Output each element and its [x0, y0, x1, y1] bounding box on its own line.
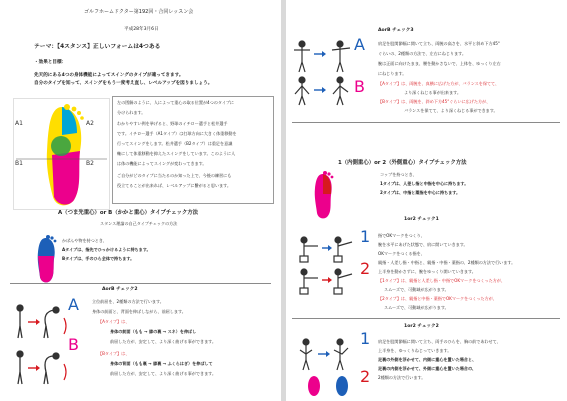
number-2-bottom: 2: [360, 367, 371, 386]
theme-title: テーマ：【4スタンス】正しいフォームは4つある: [34, 44, 161, 50]
box-line: 左の図解のように、人によって重心の取る位置が4つのタイプに: [117, 100, 235, 105]
section-12-text-1: 1タイプは、人差し指と中指を中心に持ちます。: [380, 181, 469, 186]
check2-text-4: 前屈した方が、安定して、より深く曲げる事ができます。: [110, 339, 217, 344]
check3-title: AorB チェック3: [378, 28, 414, 33]
check3-text-0: 肩足を股関節幅に開いて立ち、両腕の高さを、水平と斜め下方45°: [378, 41, 500, 46]
check2-right-text-1: 上半身を、ゆっくりねじっていきます。: [378, 348, 452, 353]
check1-text-1: 腕を水平にあげた状態で、肩に開いていきます。: [378, 242, 468, 247]
ab-foot-icon: [33, 232, 59, 284]
check1-text-2: OKマークをつくる指を、: [378, 251, 425, 256]
box-line: は体の機能によってスイングが変わってきます。: [117, 161, 207, 166]
number-1-bottom: 1: [360, 329, 371, 348]
section-12-text-2: 2タイプは、中指と薬指を中心に持ちます。: [380, 190, 461, 195]
check2-text-6: 身体の背面（もも裏 → 膝裏 → ふくらはぎ）を伸ばして: [110, 361, 213, 366]
intro-line-1: 先天的にある4つの身体機能によってスイングのタイプが違ってきます。: [34, 73, 184, 78]
check1-text-7: 【2タイプ】は、親指と中指・薬指でOKマークをつくった方が、: [378, 296, 497, 301]
check1-text-4: 上半身を動かさずに、腕をゆっくり開いていきます。: [378, 269, 476, 274]
check1-title: 1or2 チェック1: [404, 217, 439, 222]
section-divider: [292, 122, 560, 123]
letter-b-left: B: [68, 335, 79, 354]
check3-text-4: 【Aタイプ】は、両腕を、真横に広げた方が、バランスを保てて、: [378, 81, 500, 86]
check2-right-title: 1or2 チェック2: [404, 324, 439, 329]
check3-text-6: 【Bタイプ】は、両腕を、斜め下方45°ぐらいに広げた方が、: [378, 99, 491, 104]
twist-figures: [292, 36, 382, 106]
check2-text-7: 前屈した方が、安定して、より深く曲げる事ができます。: [110, 371, 217, 376]
check1-text-8: スムーズで、可動域が広がります。: [384, 305, 449, 310]
box-line: ご自分がどのタイプに当たるのか知った上で、今後の練習にも: [117, 173, 232, 178]
letter-a-right: A: [354, 35, 365, 54]
box-line: わかりやすい例を挙げると、野球のイチロー選手と松井選手: [117, 121, 228, 126]
check1-text-5: 【1タイプ】は、親指と人差し指・中指でOKマークをつくった方が、: [378, 278, 505, 283]
box-line: 軸にして体重移動を抑えたスイングをしています。このように人: [117, 151, 236, 156]
check2-right-text-3: 足裏の内側を浮かせて、外側に重心を置いた場合の、: [378, 366, 477, 371]
check3-text-5: より深くねじる事が出来ます。: [404, 90, 461, 95]
left-page: [0, 0, 281, 401]
box-line: 役立てることが出来れば、レベルアップに繋がると思います。: [117, 183, 232, 188]
effect-title: ・効果と目標：: [34, 60, 67, 65]
section-12-text-0: コップを持つとき、: [380, 172, 417, 177]
check2-text-5: 【Bタイプ】は、: [98, 351, 130, 356]
box-line: です。イチロー選手（A1タイプ）は打球方向に大きく体重移動を: [117, 131, 237, 136]
section-ab-subtitle: スタンス理論の自己タイプチェックの方法: [100, 221, 178, 226]
right-page: [286, 0, 567, 401]
box-line: 行ってスイングをします。松井選手（B2タイプ）は重足を意識: [117, 141, 233, 146]
section-divider: [10, 283, 271, 284]
check2-text-1: 身体の前面と、背面を伸ばしながら、前屈します。: [92, 309, 186, 314]
foot-label-b2: B2: [86, 160, 94, 167]
check2-right-text-2: 足裏の外側を浮かせて、内側に重心を置いた場合と、: [378, 357, 477, 362]
check2-text-0: 立位前屈を、2種類の方法で行います。: [92, 299, 164, 304]
ab-instruction-2: Aタイプは、指先でひっかけるように持ちます。: [62, 247, 151, 252]
letter-a-left: A: [68, 295, 79, 314]
number-2-top: 2: [360, 259, 371, 278]
check2-title: AorB チェック2: [102, 287, 138, 292]
explanation-box: [112, 96, 274, 204]
foot-label-a1: A1: [15, 120, 23, 127]
check1-text-0: 指でOKマークをつくり、: [378, 233, 425, 238]
section-ab-title: A（つま先重心）or B（かかと重心）タイプチェック方法: [58, 210, 199, 216]
section-12-title: 1（内側重心）or 2（外側重心）タイプチェック方法: [338, 160, 467, 166]
inner-outer-foot-icon: [310, 168, 336, 220]
check3-text-7: バランスを保てて、より深くねじる事ができます。: [404, 108, 498, 113]
foot-label-b1: B1: [15, 160, 23, 167]
check3-text-2: 腕は正面に向けたまま、腰を動かさないで、上体を、ゆっくり左右: [378, 61, 501, 66]
check1-text-6: スムーズで、可動域が広がります。: [384, 287, 449, 292]
box-line: 分けられます。: [117, 110, 146, 115]
check3-text-1: ぐらいの、2種類の方法で、左右にねじります。: [378, 51, 466, 56]
intro-line-2: 自分のタイプを知って、スイングをもう一度考え直し、レベルアップを図りましょう。: [34, 81, 213, 86]
four-stance-foot-diagram: [13, 98, 110, 210]
header-title: ゴルフホームドクター第192回・合同レッスン会: [84, 9, 194, 15]
check2-text-3: 身体の前面（もも → 膝の裏 → スネ）を伸ばし: [110, 329, 197, 334]
ab-instruction-1: かぱんや物を持つとき、: [62, 238, 107, 243]
check2-right-text-4: 2種類の方法で行います。: [378, 375, 426, 380]
check2-text-2: 【Aタイプ】は、: [98, 319, 130, 324]
letter-b-right: B: [354, 77, 365, 96]
check1-text-3: 親指・人差し指・中指と、親指・中指・薬指の、2種類の方法で行います。: [378, 260, 516, 265]
foot-label-a2: A2: [86, 120, 94, 127]
number-1-top: 1: [360, 227, 371, 246]
section-divider: [292, 318, 560, 319]
date-text: 平成28年3月6日: [124, 27, 159, 32]
ab-instruction-3: Bタイプは、手のひら全体で持ちます。: [62, 256, 135, 261]
check3-text-3: にねじります。: [378, 71, 407, 76]
check2-right-text-0: 肩足を股関節幅に開いて立ち、両手のひらを、胸の前であわせて、: [378, 339, 501, 344]
